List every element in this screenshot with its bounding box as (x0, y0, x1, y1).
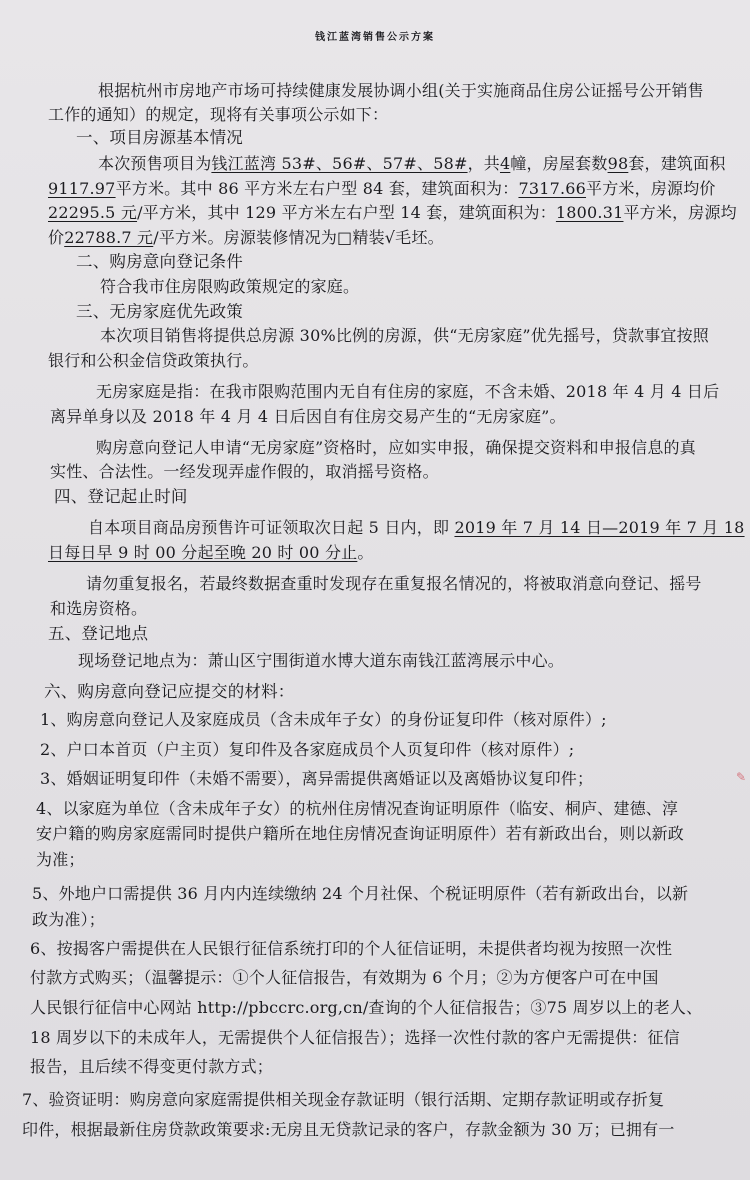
total-area-value: 9117.97 (48, 179, 116, 198)
list-item: 3、婚姻证明复印件（未婚不需要），离异需提供离婚证以及离婚协议复印件； (40, 769, 594, 788)
registration-hours: 日每日早 9 时 00 分起至晚 20 时 00 分止 (48, 543, 358, 562)
text: 自本项目商品房预售许可证领取次日起 5 日内，即 (88, 518, 455, 537)
unit-count-value: 98 (607, 154, 629, 173)
list-item: 4、以家庭为单位（含未成年子女）的杭州住房情况查询证明原件（临安、桐庐、建德、淳 (36, 799, 679, 818)
list-item: 安户籍的购房家庭需同时提供户籍所在地住房情况查询证明原件）若有新政出台，则以新政 (36, 824, 685, 843)
paragraph-line: 无房家庭是指：在我市限购范围内无自有住房的家庭，不含未婚、2018 年 4 月 4 日后 (96, 382, 720, 401)
text: /平方米。房源装修情况为□精装√毛坯。 (153, 228, 444, 247)
list-item: 5、外地户口需提供 36 月内内连续缴纳 24 个月社保、个税证明原件（若有新政出台，以新 (32, 884, 689, 903)
price-129-value: 22788.7 元 (64, 228, 154, 247)
buildings-value: 钱江蓝湾 53#、56#、57#、58# (211, 154, 468, 173)
list-item: 为准； (36, 850, 85, 869)
list-item: 1、购房意向登记人及家庭成员（含未成年子女）的身份证复印件（核对原件）; (40, 710, 607, 729)
intro-line: 工作的通知）的规定，现将有关事项公示如下： (48, 105, 389, 124)
paragraph-line (48, 201, 737, 225)
list-item: 18 周岁以下的未成年人，无需提供个人征信报告）；选择一次性付款的客户无需提供：征信 (30, 1028, 680, 1047)
paragraph-line (48, 226, 444, 250)
paragraph-line (48, 541, 374, 565)
paragraph-line: 购房意向登记人申请“无房家庭”资格时，应如实申报，确保提交资料和申报信息的真 (96, 438, 696, 457)
area-129-value: 1800.31 (555, 203, 624, 222)
text: 。 (357, 543, 374, 562)
paragraph-line: 银行和公积金信贷政策执行。 (48, 351, 259, 370)
section-heading: 五、登记地点 (48, 624, 149, 643)
registration-period: 2019 年 7 月 14 日—2019 年 7 月 18 (454, 518, 745, 537)
section-heading: 六、购房意向登记应提交的材料： (44, 682, 295, 701)
text: 幢，房屋套数 (510, 154, 608, 173)
list-item: 人民银行征信中心网站 http://pbccrc.org,cn/查询的个人征信报告；③75 周岁以上的老人、 (30, 998, 703, 1017)
list-item: 2、户口本首页（户主页）复印件及各家庭成员个人页复印件（核对原件）; (40, 740, 575, 759)
text: 本次预售项目为 (98, 154, 212, 173)
list-item: 付款方式购买；（温馨提示：①个人征信报告，有效期为 6 个月；②为方便客户可在中国 (30, 968, 659, 987)
paragraph-line (48, 177, 716, 201)
paragraph-line: 和选房资格。 (50, 599, 148, 618)
text: 平方米，房源均价 (586, 179, 716, 198)
paragraph-line: 本次项目销售将提供总房源 30%比例的房源，供“无房家庭”优先摇号，贷款事宜按照 (100, 326, 710, 345)
list-item: 报告，且后续不得变更付款方式； (30, 1057, 274, 1076)
text: 平方米，房源均 (623, 203, 737, 222)
paragraph-line: 离异单身以及 2018 年 4 月 4 日后因自有住房交易产生的“无房家庭”。 (50, 407, 566, 426)
paragraph-line (88, 516, 745, 540)
intro-line: 根据杭州市房地产市场可持续健康发展协调小组(关于实施商品住房公证摇号公开销售 (98, 81, 704, 100)
paragraph-line (98, 152, 726, 176)
paragraph-line: 现场登记地点为：萧山区宁围街道水博大道东南钱江蓝湾展示中心。 (78, 651, 565, 670)
list-item: 政为准）； (32, 910, 106, 929)
text: ，共 (467, 154, 500, 173)
price-86-value: 22295.5 元 (48, 203, 138, 222)
text: 套，建筑面积 (628, 154, 726, 173)
area-86-value: 7317.66 (518, 179, 587, 198)
paragraph-line: 请勿重复报名，若最终数据查重时发现存在重复报名情况的，将被取消意向登记、摇号 (86, 574, 702, 593)
red-ink-mark: ✎ (736, 770, 747, 784)
list-item: 印件，根据最新住房贷款政策要求:无房且无贷款记录的客户，存款金额为 30 万；已拥有一 (22, 1120, 675, 1139)
list-item: 7、验资证明：购房意向家庭需提供相关现金存款证明（银行活期、定期存款证明或存折复 (22, 1090, 665, 1109)
document-title: 钱江蓝湾销售公示方案 (315, 32, 435, 43)
section-heading: 一、项目房源基本情况 (76, 128, 243, 147)
paragraph-line: 符合我市住房限购政策规定的家庭。 (100, 277, 360, 296)
building-count-value: 4 (499, 154, 511, 173)
section-heading: 四、登记起止时间 (54, 487, 188, 506)
text: 平方米。其中 86 平方米左右户型 84 套，建筑面积为： (115, 179, 519, 198)
list-item: 6、按揭客户需提供在人民银行征信系统打印的个人征信证明，未提供者均视为按照一次性 (30, 939, 673, 958)
text: 价 (48, 228, 65, 247)
section-heading: 三、无房家庭优先政策 (76, 302, 243, 321)
text: /平方米，其中 129 平方米左右户型 14 套，建筑面积为： (137, 203, 556, 222)
paragraph-line: 实性、合法性。一经发现弄虚作假的，取消摇号资格。 (50, 462, 439, 481)
section-heading: 二、购房意向登记条件 (76, 252, 243, 271)
